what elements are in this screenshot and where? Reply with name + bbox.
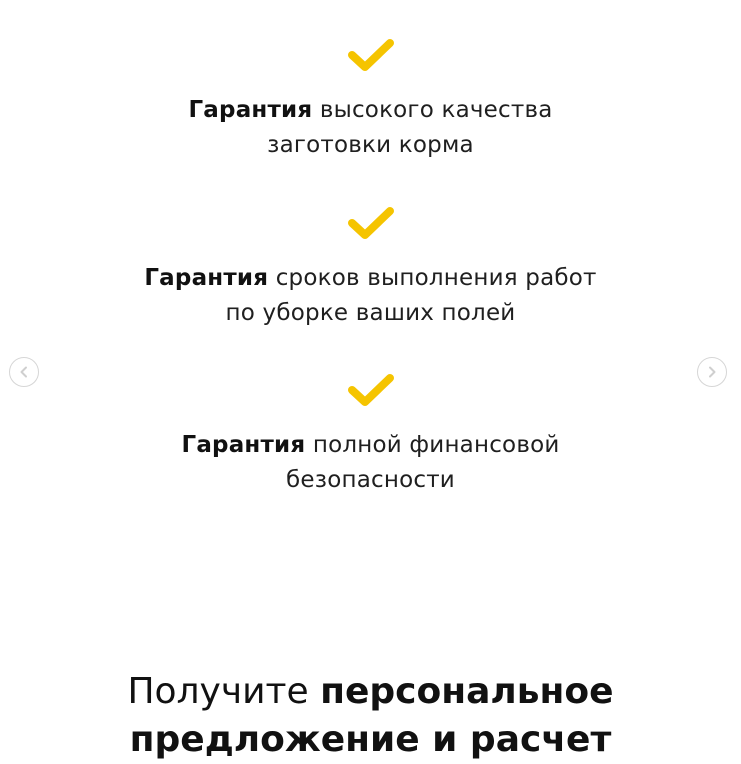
- carousel-prev-button[interactable]: [9, 357, 39, 387]
- feature-bold: Гарантия: [188, 97, 313, 123]
- feature-deadlines: [0, 206, 741, 331]
- feature-line1: высокого качества: [312, 97, 553, 123]
- checkmark-icon: [347, 373, 395, 409]
- feature-line1: полной финансовой: [305, 432, 560, 458]
- cta-line2: предложение и расчет: [129, 719, 612, 760]
- feature-financial: [0, 373, 741, 498]
- feature-line2: по уборке ваших полей: [225, 300, 516, 326]
- feature-line1: сроков выполнения работ: [268, 265, 597, 291]
- feature-line2: заготовки корма: [267, 132, 474, 158]
- carousel-next-button[interactable]: [697, 357, 727, 387]
- feature-bold: Гарантия: [144, 265, 269, 291]
- checkmark-icon: [347, 38, 395, 74]
- cta-bold-line1: персональное: [320, 671, 614, 712]
- checkmark-icon: [347, 206, 395, 242]
- feature-text: [0, 261, 741, 331]
- chevron-left-icon: [18, 366, 30, 378]
- cta-heading: [0, 668, 741, 764]
- feature-text: [0, 93, 741, 163]
- cta-prefix: Получите: [127, 671, 321, 712]
- feature-quality: [0, 38, 741, 163]
- feature-bold: Гарантия: [181, 432, 306, 458]
- chevron-right-icon: [706, 366, 718, 378]
- feature-line2: безопасности: [286, 467, 455, 493]
- feature-text: [0, 428, 741, 498]
